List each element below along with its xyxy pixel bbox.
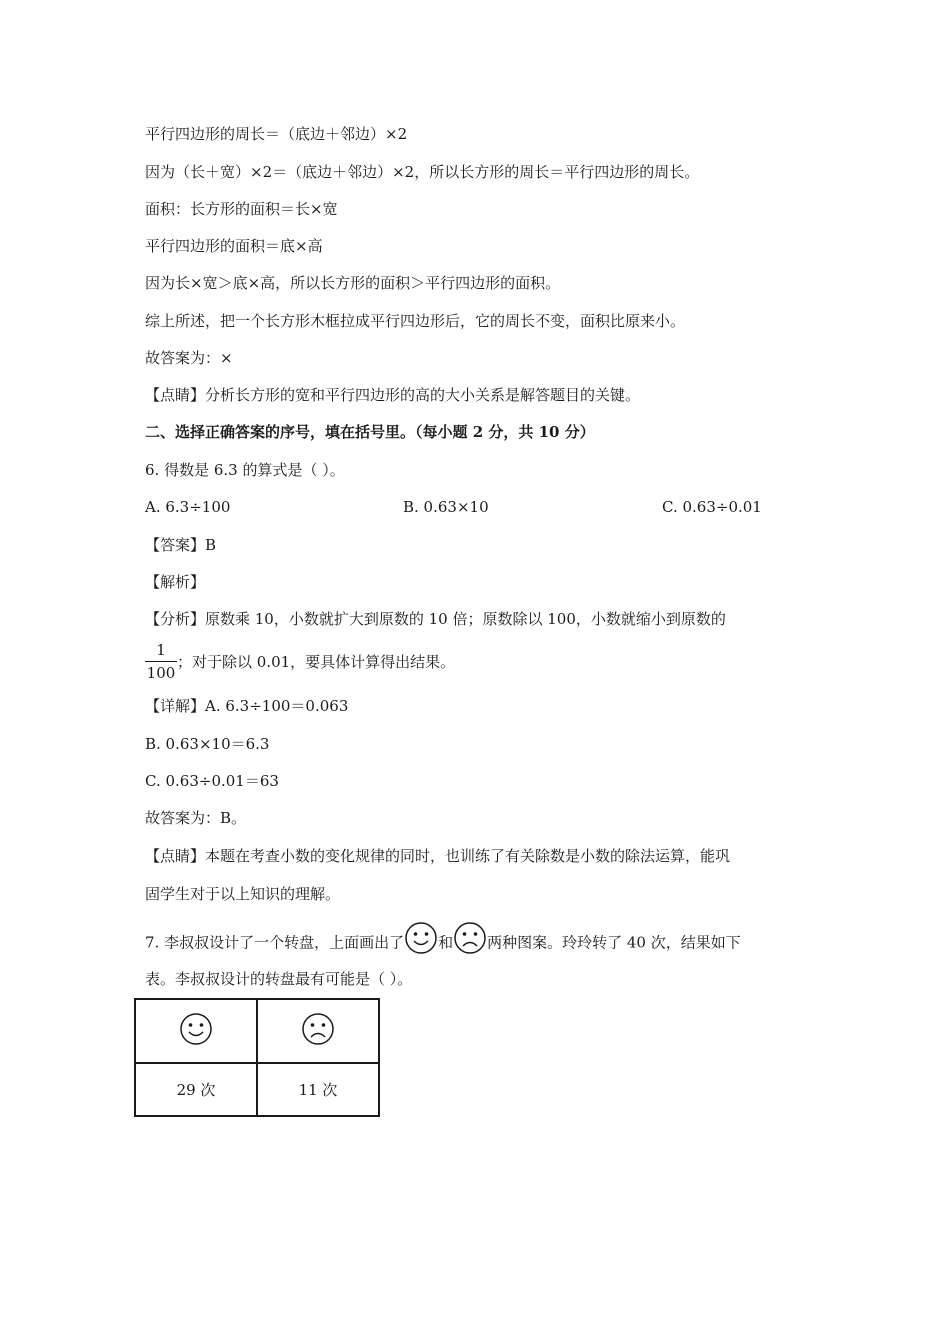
frowning-face-icon <box>453 921 487 966</box>
smiley-face-icon <box>179 1032 213 1050</box>
option-b: B. 0.63×10 <box>403 498 489 516</box>
text-line: 面积：长方形的面积＝长×宽 <box>145 200 338 218</box>
table-cell <box>135 999 257 1063</box>
text-line: 综上所述，把一个长方形木框拉成平行四边形后，它的周长不变，面积比原来小。 <box>145 312 686 330</box>
tip-line: 【点睛】分析长方形的宽和平行四边形的高的大小关系是解答题目的关键。 <box>145 386 641 404</box>
question-6-stem: 6. 得数是 6.3 的算式是（ ）。 <box>145 461 345 479</box>
analysis-text: 【分析】原数乘 10，小数就扩大到原数的 10 倍；原数除以 100，小数就缩小到原数的 <box>145 610 726 628</box>
fraction-numerator: 1 <box>156 641 166 659</box>
fraction <box>145 640 177 683</box>
question-7-stem <box>145 921 741 966</box>
fraction-denominator: 100 <box>146 664 176 682</box>
text-line: 因为（长＋宽）×2＝（底边＋邻边）×2，所以长方形的周长＝平行四边形的周长。 <box>145 163 700 181</box>
frowning-face-icon <box>301 1032 335 1050</box>
analysis-text: ；对于除以 0.01，要具体计算得出结果。 <box>177 653 456 671</box>
tip-line: 固学生对于以上知识的理解。 <box>145 885 341 903</box>
analysis-label: 【解析】 <box>145 573 206 591</box>
stem-part: 7. 李叔叔设计了一个转盘，上面画出了 <box>145 933 405 952</box>
table-cell-count: 11 次 <box>257 1063 379 1116</box>
detail-line: C. 0.63÷0.01＝63 <box>145 772 279 790</box>
question-7-stem-line2: 表。李叔叔设计的转盘最有可能是（ ）。 <box>145 970 413 988</box>
table-cell-count: 29 次 <box>135 1063 257 1116</box>
smiley-face-icon <box>404 921 438 966</box>
option-a: A. 6.3÷100 <box>145 498 231 516</box>
section-heading: 二、选择正确答案的序号，填在括号里。（每小题 2 分，共 10 分） <box>145 423 595 441</box>
detail-line: 【详解】A. 6.3÷100＝0.063 <box>145 697 349 715</box>
text-line: 平行四边形的周长＝（底边＋邻边）×2 <box>145 125 408 143</box>
conclusion-line: 故答案为：B。 <box>145 809 247 827</box>
option-c: C. 0.63÷0.01 <box>662 498 762 516</box>
tip-line: 【点睛】本题在考查小数的变化规律的同时，也训练了有关除数是小数的除法运算，能巩 <box>145 847 731 865</box>
text-line: 因为长×宽＞底×高，所以长方形的面积＞平行四边形的面积。 <box>145 274 561 292</box>
result-table <box>134 998 380 1117</box>
stem-part: 两种图案。玲玲转了 40 次，结果如下 <box>487 933 741 952</box>
table-cell <box>257 999 379 1063</box>
answer-line: 故答案为：× <box>145 349 233 367</box>
stem-part: 和 <box>438 933 454 952</box>
fraction-bar <box>145 661 177 662</box>
text-line: 平行四边形的面积＝底×高 <box>145 237 323 255</box>
detail-line: B. 0.63×10＝6.3 <box>145 735 270 753</box>
answer-label: 【答案】B <box>145 536 217 554</box>
